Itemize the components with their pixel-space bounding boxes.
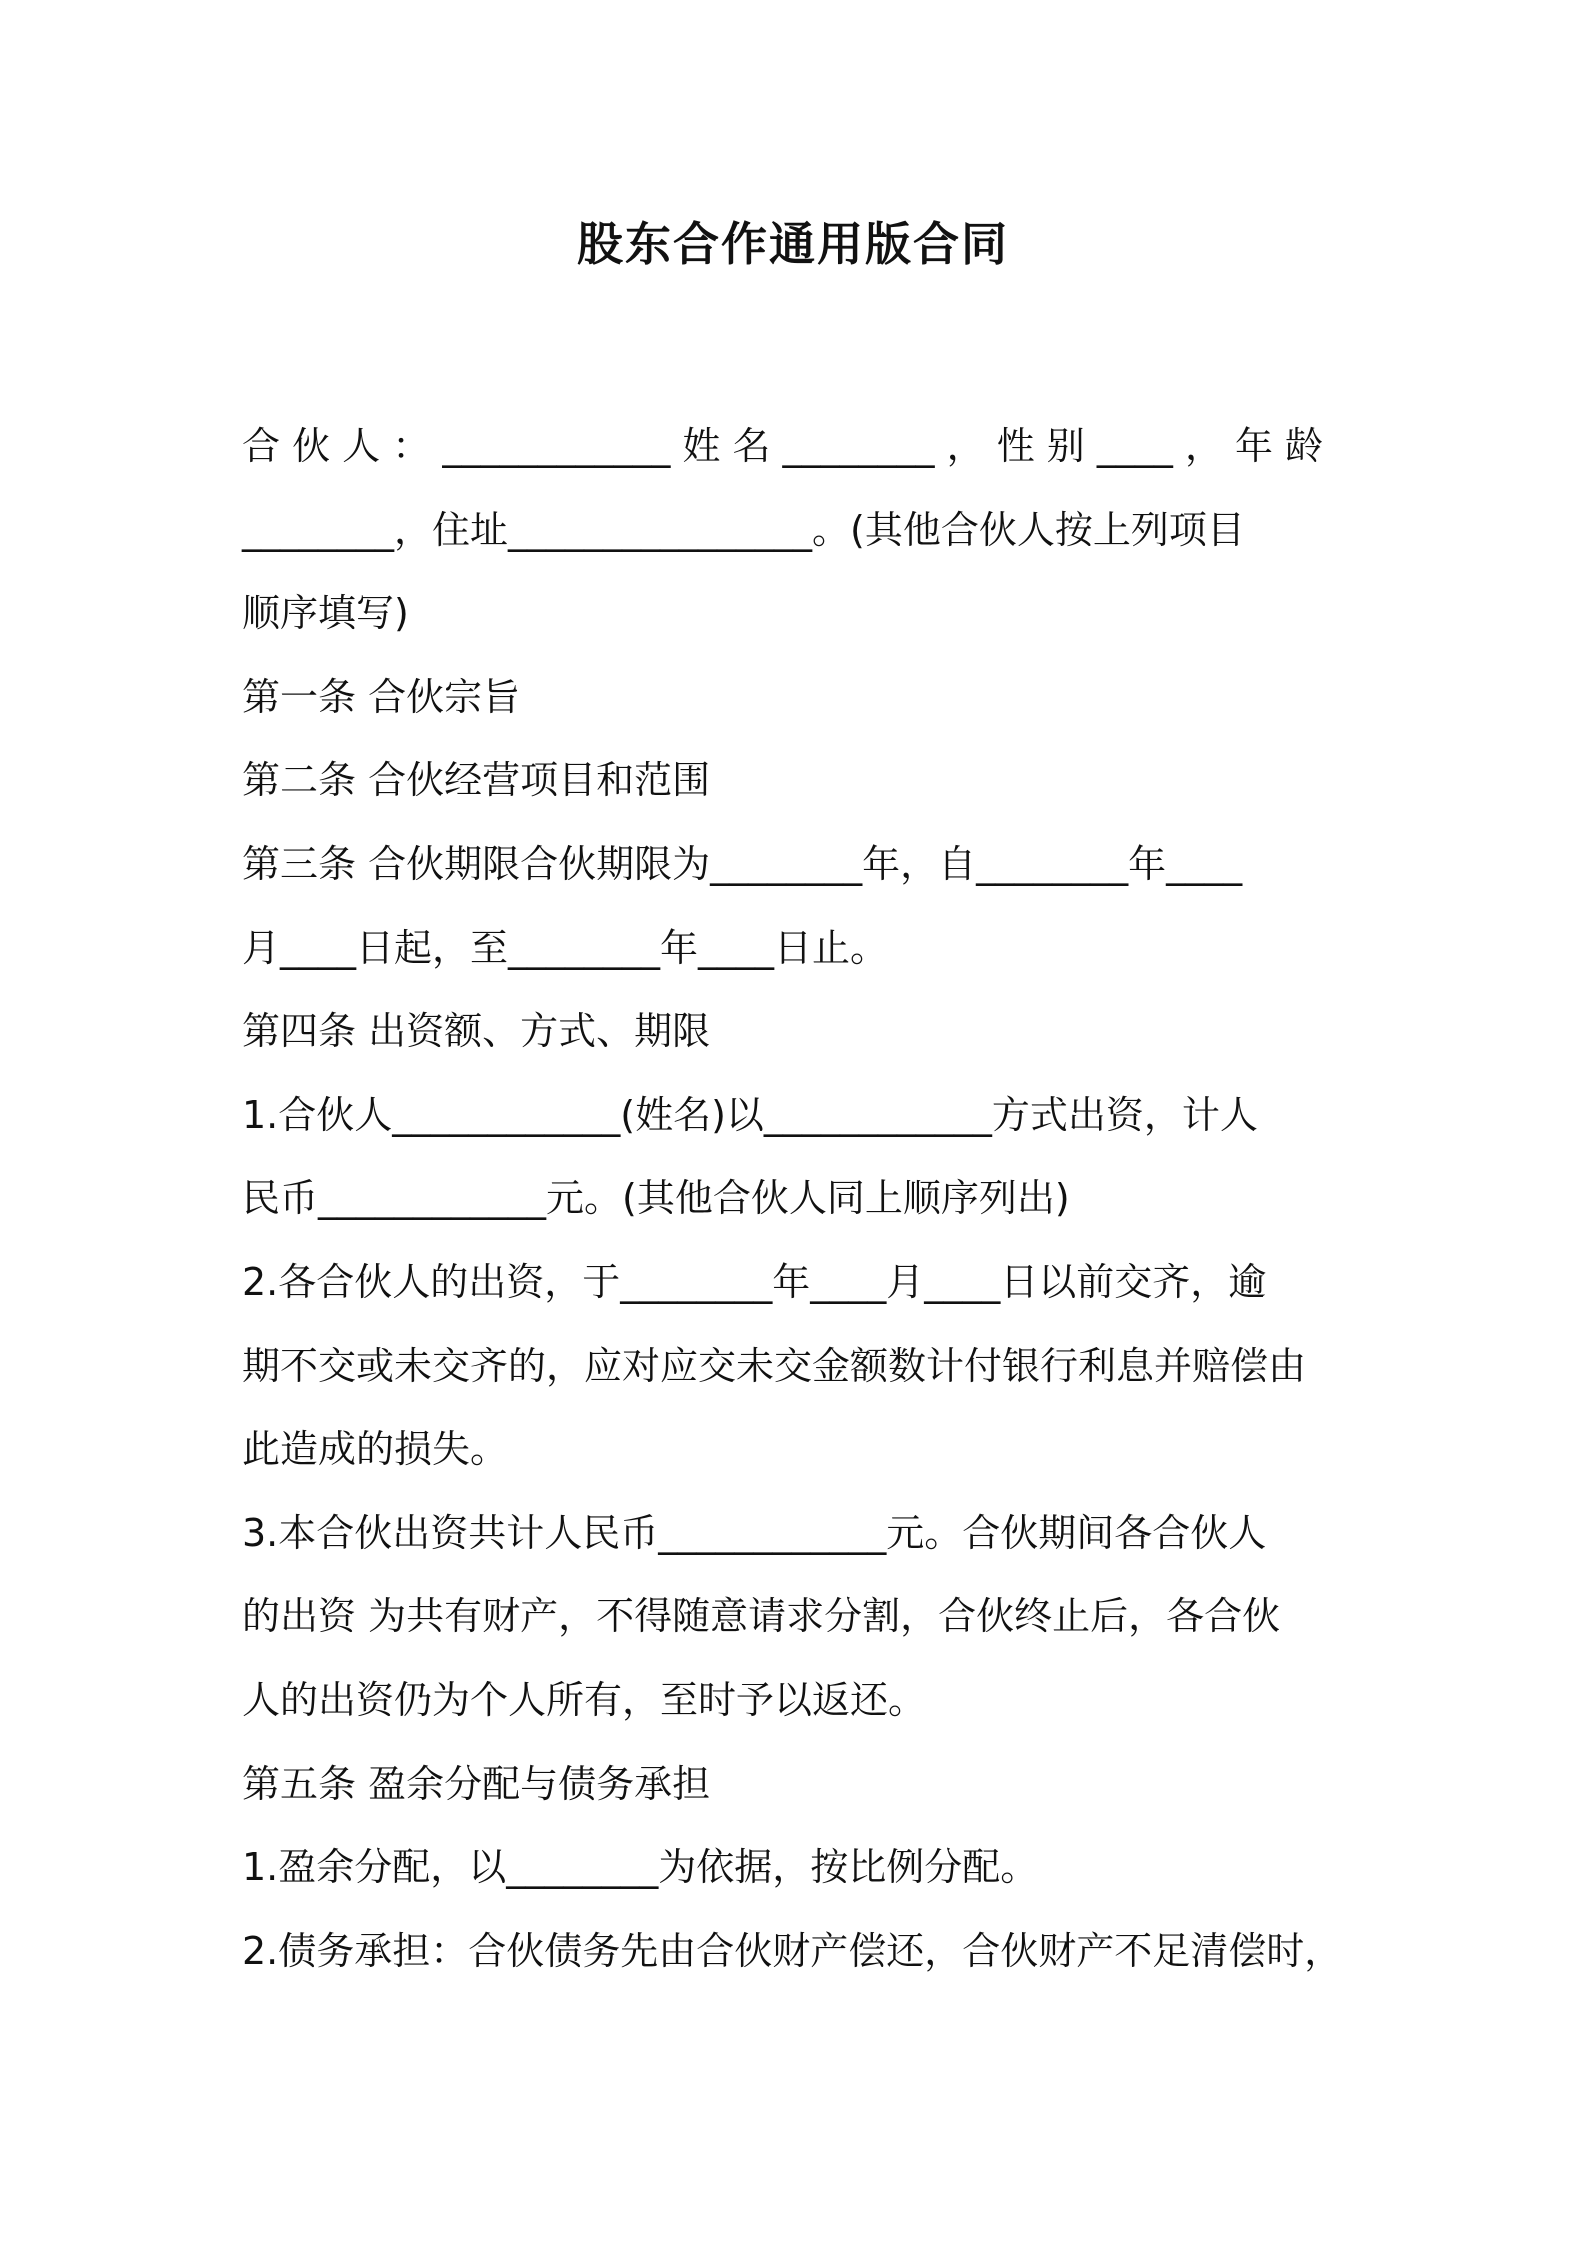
text-line: 民币____________元。(其他合伙人同上顺序列出) — [242, 1176, 1070, 1221]
text-line: 第四条 出资额、方式、期限 — [242, 1009, 711, 1054]
text-line: 第一条 合伙宗旨 — [242, 674, 521, 719]
text-line: 第五条 盈余分配与债务承担 — [242, 1761, 711, 1806]
document-title: 股东合作通用版合同 — [577, 217, 1009, 271]
paragraph-article-4-2 — [242, 1241, 1352, 1492]
text-line: 3.本合伙出资共计人民币____________元。合伙期间各合伙人 — [242, 1510, 1267, 1555]
text-line: 第三条 合伙期限合伙期限为________年，自________年____ — [242, 841, 1243, 886]
text-line: 1.盈余分配，以________为依据，按比例分配。 — [242, 1845, 1039, 1890]
text-line: 2.各合伙人的出资，于________年____月____日以前交齐，逾 — [242, 1259, 1267, 1304]
article-heading — [242, 1743, 1352, 1827]
text-line: ________，住址________________。(其他合伙人按上列项目 — [242, 507, 1245, 552]
text-line: 的出资 为共有财产，不得随意请求分割，合伙终止后，各合伙 — [242, 1594, 1281, 1639]
text-line: 期不交或未交齐的，应对应交未交金额数计付银行利息并赔偿由 — [242, 1343, 1307, 1388]
paragraph-article-4-1 — [242, 1074, 1352, 1241]
article-heading — [242, 990, 1352, 1074]
document-body — [242, 405, 1352, 1993]
text-line: 此造成的损失。 — [242, 1427, 509, 1472]
text-line: 合 伙 人 ： ____________ 姓 名 ________ ， 性 别 ____ ， 年 龄 — [242, 424, 1324, 468]
text-line: 人的出资仍为个人所有，至时予以返还。 — [242, 1677, 927, 1722]
text-line: 1.合伙人____________(姓名)以____________方式出资，计人 — [242, 1092, 1258, 1137]
text-line: 2.债务承担：合伙债务先由合伙财产偿还，合伙财产不足清偿时， — [242, 1928, 1343, 1973]
text-line: 顺序填写) — [242, 591, 409, 636]
paragraph-article-4-3 — [242, 1492, 1352, 1743]
article-heading — [242, 739, 1352, 823]
paragraph-partner-info — [242, 405, 1352, 656]
article-heading — [242, 656, 1352, 740]
paragraph-article-5-2 — [242, 1910, 1352, 1994]
paragraph-article-5-1 — [242, 1826, 1352, 1910]
text-line: 第二条 合伙经营项目和范围 — [242, 758, 711, 803]
text-line: 月____日起，至________年____日止。 — [242, 925, 889, 970]
paragraph-article-3 — [242, 823, 1352, 990]
